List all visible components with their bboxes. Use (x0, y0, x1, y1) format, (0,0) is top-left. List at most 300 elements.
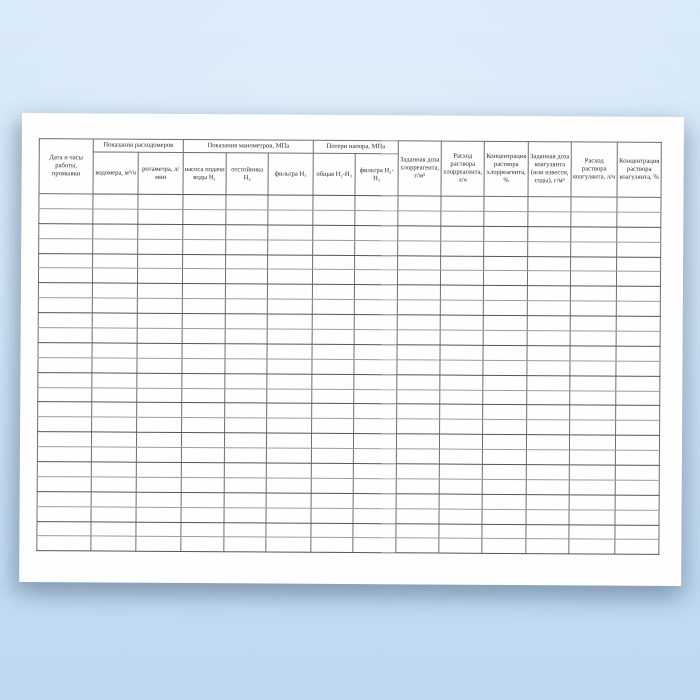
group-header-flow-meter-readings: Показания расходомеров (93, 139, 183, 153)
empty-cell (440, 375, 483, 390)
empty-cell (312, 404, 354, 419)
empty-cell (267, 344, 312, 359)
empty-cell (484, 271, 528, 286)
empty-cell (354, 285, 397, 300)
empty-cell (267, 329, 312, 344)
water-treatment-log-table (36, 138, 662, 555)
empty-cell (183, 254, 226, 269)
empty-cell (313, 225, 355, 240)
empty-cell (137, 313, 182, 328)
empty-cell (569, 524, 615, 539)
empty-cell (136, 432, 181, 447)
empty-cell (226, 254, 268, 269)
empty-cell (138, 209, 183, 224)
empty-cell (397, 285, 440, 300)
empty-cell (398, 240, 441, 255)
empty-cell (355, 270, 398, 285)
empty-cell (92, 298, 137, 313)
empty-cell (396, 449, 439, 464)
empty-cell (483, 315, 527, 330)
empty-cell (439, 539, 482, 554)
empty-cell (312, 300, 354, 315)
empty-cell (267, 389, 312, 404)
empty-cell (137, 284, 182, 299)
empty-cell (92, 417, 137, 432)
form-page (19, 113, 684, 586)
empty-cell (93, 224, 138, 239)
empty-cell (528, 226, 571, 241)
empty-cell (440, 434, 483, 449)
empty-cell (313, 210, 355, 225)
empty-cell (571, 197, 617, 212)
empty-cell (37, 506, 91, 521)
empty-cell (527, 301, 570, 316)
empty-cell (397, 374, 440, 389)
empty-cell (92, 358, 137, 373)
empty-cell (38, 417, 92, 432)
empty-cell (182, 314, 225, 329)
empty-cell (526, 480, 569, 495)
empty-cell (354, 359, 397, 374)
empty-cell (615, 510, 659, 525)
empty-cell (183, 239, 226, 254)
empty-cell (268, 255, 313, 270)
empty-cell (311, 523, 353, 538)
empty-cell (224, 463, 266, 478)
empty-cell (266, 463, 311, 478)
empty-cell (569, 539, 615, 554)
empty-cell (355, 225, 398, 240)
empty-cell (354, 419, 397, 434)
empty-cell (313, 270, 355, 285)
empty-cell (181, 507, 224, 522)
col-header-chlorine-dose: Заданная доза хлорреагента, г/м³ (398, 141, 441, 196)
empty-cell (181, 448, 224, 463)
empty-cell (483, 301, 527, 316)
empty-cell (225, 373, 267, 388)
empty-cell (615, 540, 659, 555)
empty-cell (527, 420, 570, 435)
empty-cell (91, 522, 136, 537)
empty-cell (267, 314, 312, 329)
empty-cell (571, 212, 617, 227)
empty-cell (441, 271, 484, 286)
empty-cell (226, 210, 268, 225)
empty-cell (483, 360, 527, 375)
empty-cell (616, 316, 660, 331)
empty-cell (439, 479, 482, 494)
empty-cell (615, 465, 659, 480)
table-header (39, 139, 661, 198)
empty-cell (137, 418, 182, 433)
empty-cell (267, 299, 312, 314)
empty-cell (526, 465, 569, 480)
empty-cell (92, 283, 137, 298)
col-header-chlorine-solution-concentration: Концентрация раствора хлорреагента, % (484, 141, 528, 196)
empty-cell (355, 240, 398, 255)
empty-cell (396, 538, 439, 553)
empty-cell (182, 403, 225, 418)
empty-cell (38, 357, 92, 372)
empty-cell (312, 434, 354, 449)
empty-cell (92, 328, 137, 343)
empty-cell (39, 253, 93, 268)
empty-cell (182, 328, 225, 343)
group-header-manometer-readings: Показания манометров, МПа (183, 139, 313, 153)
empty-cell (441, 256, 484, 271)
empty-cell (37, 477, 91, 492)
empty-cell (226, 225, 268, 240)
empty-cell (397, 360, 440, 375)
empty-cell (396, 523, 439, 538)
empty-cell (182, 284, 225, 299)
empty-cell (181, 522, 224, 537)
empty-cell (617, 227, 661, 242)
empty-cell (482, 464, 526, 479)
empty-cell (181, 537, 224, 552)
empty-cell (38, 313, 92, 328)
empty-cell (224, 478, 266, 493)
empty-cell (570, 390, 616, 405)
empty-cell (266, 508, 311, 523)
empty-cell (182, 358, 225, 373)
empty-cell (484, 196, 528, 211)
empty-cell (482, 479, 526, 494)
empty-cell (268, 195, 313, 210)
empty-cell (354, 300, 397, 315)
empty-cell (570, 316, 616, 331)
empty-cell (37, 521, 91, 536)
empty-cell (267, 403, 312, 418)
empty-cell (570, 405, 616, 420)
empty-cell (483, 330, 527, 345)
col-header-coagulant-solution-concentration: Концентрация раствора коагулянта, % (617, 142, 661, 197)
empty-cell (92, 402, 137, 417)
empty-cell (136, 492, 181, 507)
empty-cell (91, 507, 136, 522)
empty-cell (353, 508, 396, 523)
col-header-date-hours: Дата и часы работы, промывки (39, 139, 93, 194)
empty-cell (137, 373, 182, 388)
col-header-chlorine-solution-flow: Расход раствора хлорреагента, л/ч (441, 141, 484, 196)
empty-cell (441, 196, 484, 211)
empty-cell (312, 419, 354, 434)
empty-cell (37, 447, 91, 462)
empty-cell (615, 450, 659, 465)
empty-cell (225, 344, 267, 359)
empty-cell (527, 331, 570, 346)
empty-cell (354, 389, 397, 404)
empty-cell (483, 375, 527, 390)
empty-cell (37, 462, 91, 477)
empty-cell (396, 479, 439, 494)
empty-cell (38, 387, 92, 402)
empty-cell (355, 196, 398, 211)
empty-cell (483, 435, 527, 450)
empty-cell (616, 361, 660, 376)
empty-cell (354, 315, 397, 330)
empty-cell (311, 538, 353, 553)
empty-cell (91, 447, 136, 462)
empty-cell (439, 464, 482, 479)
empty-cell (39, 223, 93, 238)
empty-cell (527, 316, 570, 331)
empty-cell (527, 271, 570, 286)
empty-cell (137, 403, 182, 418)
sub-header-filter-head-loss: фильтра Н₂-Н₃ (355, 154, 398, 196)
empty-cell (616, 272, 660, 287)
empty-cell (312, 359, 354, 374)
empty-cell (483, 420, 527, 435)
empty-cell (354, 330, 397, 345)
empty-cell (353, 478, 396, 493)
empty-cell (569, 465, 615, 480)
empty-cell (396, 508, 439, 523)
empty-cell (396, 494, 439, 509)
empty-cell (93, 209, 138, 224)
empty-cell (616, 346, 660, 361)
empty-cell (397, 330, 440, 345)
empty-cell (482, 524, 526, 539)
empty-cell (39, 194, 93, 209)
empty-cell (226, 239, 268, 254)
empty-cell (136, 462, 181, 477)
sub-header-settler-pressure: отстойника Н₂ (226, 153, 268, 195)
empty-cell (441, 226, 484, 241)
empty-cell (137, 358, 182, 373)
empty-cell (570, 271, 616, 286)
empty-cell (527, 375, 570, 390)
empty-cell (353, 449, 396, 464)
empty-cell (267, 418, 312, 433)
empty-cell (397, 300, 440, 315)
empty-cell (354, 374, 397, 389)
empty-cell (224, 537, 266, 552)
empty-cell (224, 522, 266, 537)
empty-cell (482, 449, 526, 464)
empty-cell (92, 373, 137, 388)
empty-cell (224, 448, 266, 463)
empty-cell (266, 537, 311, 552)
empty-cell (441, 211, 484, 226)
empty-cell (616, 286, 660, 301)
empty-cell (182, 418, 225, 433)
empty-cell (38, 298, 92, 313)
empty-cell (312, 314, 354, 329)
empty-cell (440, 390, 483, 405)
empty-cell (137, 328, 182, 343)
empty-cell (268, 225, 313, 240)
empty-cell (569, 450, 615, 465)
empty-cell (138, 254, 183, 269)
empty-cell (440, 330, 483, 345)
empty-cell (527, 345, 570, 360)
empty-cell (267, 284, 312, 299)
empty-cell (527, 286, 570, 301)
empty-cell (181, 433, 224, 448)
empty-cell (37, 432, 91, 447)
empty-cell (182, 299, 225, 314)
empty-cell (615, 525, 659, 540)
empty-cell (313, 255, 355, 270)
empty-cell (397, 345, 440, 360)
empty-cell (38, 328, 92, 343)
empty-cell (482, 494, 526, 509)
empty-cell (92, 343, 137, 358)
sub-header-total-head-loss: общая Н₁-Н₃ (313, 153, 355, 195)
empty-cell (92, 313, 137, 328)
empty-cell (440, 285, 483, 300)
empty-cell (182, 343, 225, 358)
empty-cell (91, 492, 136, 507)
table-body (37, 194, 661, 555)
empty-cell (266, 433, 311, 448)
empty-cell (398, 211, 441, 226)
empty-cell (397, 419, 440, 434)
empty-cell (91, 477, 136, 492)
empty-cell (312, 374, 354, 389)
empty-cell (616, 301, 660, 316)
empty-cell (569, 510, 615, 525)
empty-cell (398, 226, 441, 241)
empty-cell (182, 269, 225, 284)
empty-cell (266, 523, 311, 538)
empty-cell (617, 197, 661, 212)
empty-cell (92, 268, 137, 283)
empty-cell (483, 286, 527, 301)
empty-cell (225, 269, 267, 284)
empty-cell (440, 315, 483, 330)
empty-cell (527, 360, 570, 375)
empty-cell (225, 284, 267, 299)
empty-cell (39, 238, 93, 253)
empty-cell (527, 405, 570, 420)
col-header-coagulant-solution-flow: Расход раствора коагулянта, л/ч (571, 142, 617, 197)
empty-cell (92, 388, 137, 403)
empty-cell (484, 211, 528, 226)
empty-cell (182, 373, 225, 388)
empty-cell (615, 435, 659, 450)
empty-cell (484, 226, 528, 241)
empty-cell (183, 194, 226, 209)
empty-cell (571, 256, 617, 271)
empty-cell (615, 480, 659, 495)
empty-cell (225, 329, 267, 344)
empty-cell (571, 227, 617, 242)
empty-cell (183, 224, 226, 239)
empty-cell (312, 389, 354, 404)
empty-cell (225, 403, 267, 418)
empty-cell (37, 491, 91, 506)
empty-cell (38, 402, 92, 417)
empty-cell (136, 477, 181, 492)
empty-cell (483, 405, 527, 420)
empty-cell (91, 432, 136, 447)
empty-cell (312, 344, 354, 359)
empty-cell (137, 269, 182, 284)
sub-header-filter-pressure: фильтра Н₃ (268, 153, 313, 195)
empty-cell (138, 194, 183, 209)
empty-cell (569, 435, 615, 450)
empty-cell (38, 268, 92, 283)
empty-cell (91, 462, 136, 477)
empty-cell (483, 390, 527, 405)
empty-cell (570, 346, 616, 361)
empty-cell (527, 390, 570, 405)
empty-cell (181, 477, 224, 492)
empty-cell (224, 507, 266, 522)
empty-cell (616, 391, 660, 406)
empty-cell (37, 536, 91, 551)
empty-cell (311, 463, 353, 478)
empty-cell (570, 331, 616, 346)
empty-cell (617, 212, 661, 227)
empty-cell (136, 447, 181, 462)
empty-cell (137, 388, 182, 403)
empty-cell (311, 478, 353, 493)
empty-cell (482, 509, 526, 524)
empty-cell (398, 255, 441, 270)
empty-cell (136, 507, 181, 522)
empty-cell (570, 301, 616, 316)
empty-cell (615, 495, 659, 510)
empty-cell (397, 404, 440, 419)
empty-cell (38, 343, 92, 358)
empty-cell (528, 211, 571, 226)
empty-cell (267, 269, 312, 284)
empty-cell (312, 285, 354, 300)
empty-cell (569, 480, 615, 495)
empty-cell (570, 376, 616, 391)
empty-cell (616, 376, 660, 391)
empty-cell (484, 256, 528, 271)
empty-cell (526, 509, 569, 524)
empty-cell (225, 388, 267, 403)
empty-cell (570, 420, 616, 435)
empty-cell (526, 539, 569, 554)
empty-cell (439, 449, 482, 464)
empty-cell (354, 434, 397, 449)
empty-cell (353, 523, 396, 538)
empty-cell (138, 239, 183, 254)
empty-cell (39, 208, 93, 223)
empty-cell (138, 224, 183, 239)
empty-cell (398, 196, 441, 211)
empty-cell (570, 286, 616, 301)
empty-cell (440, 360, 483, 375)
empty-cell (570, 361, 616, 376)
empty-cell (137, 298, 182, 313)
empty-cell (224, 493, 266, 508)
empty-cell (313, 195, 355, 210)
empty-cell (440, 405, 483, 420)
empty-cell (38, 283, 92, 298)
empty-cell (353, 464, 396, 479)
empty-cell (616, 331, 660, 346)
empty-cell (526, 450, 569, 465)
empty-cell (225, 299, 267, 314)
empty-cell (439, 509, 482, 524)
empty-cell (354, 404, 397, 419)
empty-cell (38, 372, 92, 387)
empty-cell (484, 241, 528, 256)
empty-cell (268, 240, 313, 255)
empty-cell (617, 257, 661, 272)
empty-cell (616, 420, 660, 435)
empty-cell (226, 195, 268, 210)
empty-cell (440, 300, 483, 315)
empty-cell (266, 478, 311, 493)
